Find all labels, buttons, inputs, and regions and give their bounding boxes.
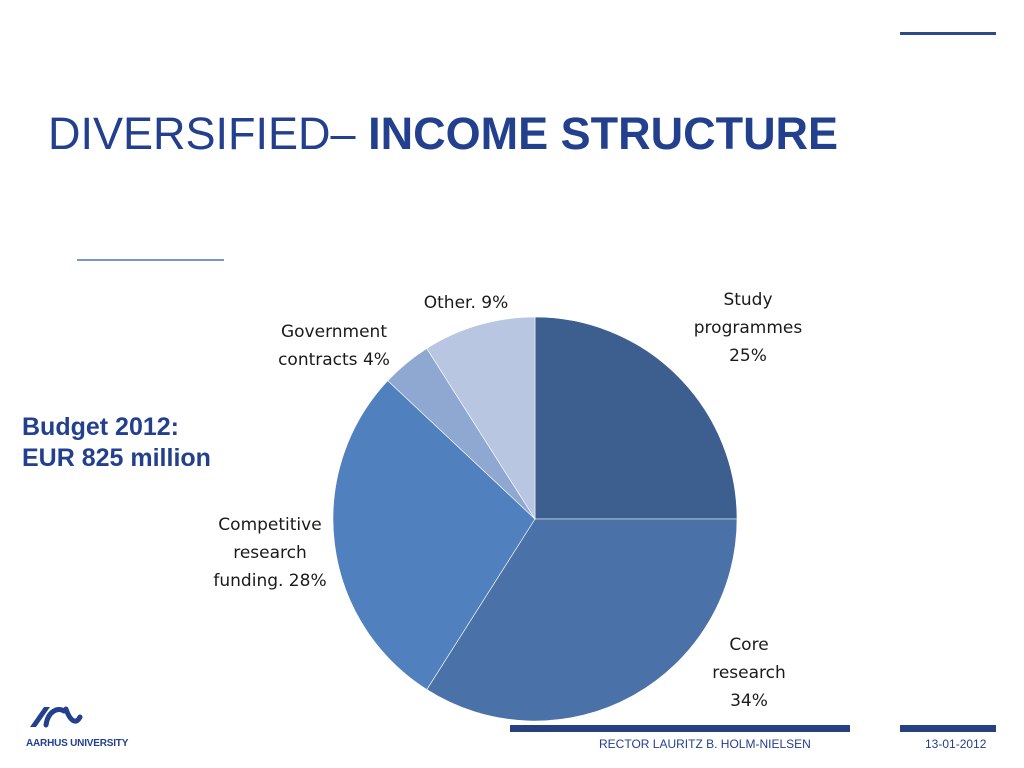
title-bold: INCOME STRUCTURE xyxy=(368,108,839,159)
footer-bar-left xyxy=(510,725,850,732)
footer-bar-right xyxy=(900,725,996,732)
budget-year: Budget 2012: xyxy=(22,413,179,441)
slice-label: Other. 9% xyxy=(423,293,509,313)
logo-text: AARHUS UNIVERSITY xyxy=(26,738,129,749)
slice-label: Competitive research funding. 28% xyxy=(213,515,327,591)
pie-slice xyxy=(535,317,737,519)
footer-presenter: RECTOR LAURITZ B. HOLM-NIELSEN xyxy=(599,737,811,751)
budget-amount: EUR 825 million xyxy=(22,444,211,472)
slice-label: Government contracts 4% xyxy=(278,322,390,370)
slice-label: Study programmes 25% xyxy=(693,290,803,366)
title-regular: DIVERSIFIED– xyxy=(48,108,369,159)
slice-label: Core research 34% xyxy=(712,635,786,711)
footer-date: 13-01-2012 xyxy=(925,737,987,751)
